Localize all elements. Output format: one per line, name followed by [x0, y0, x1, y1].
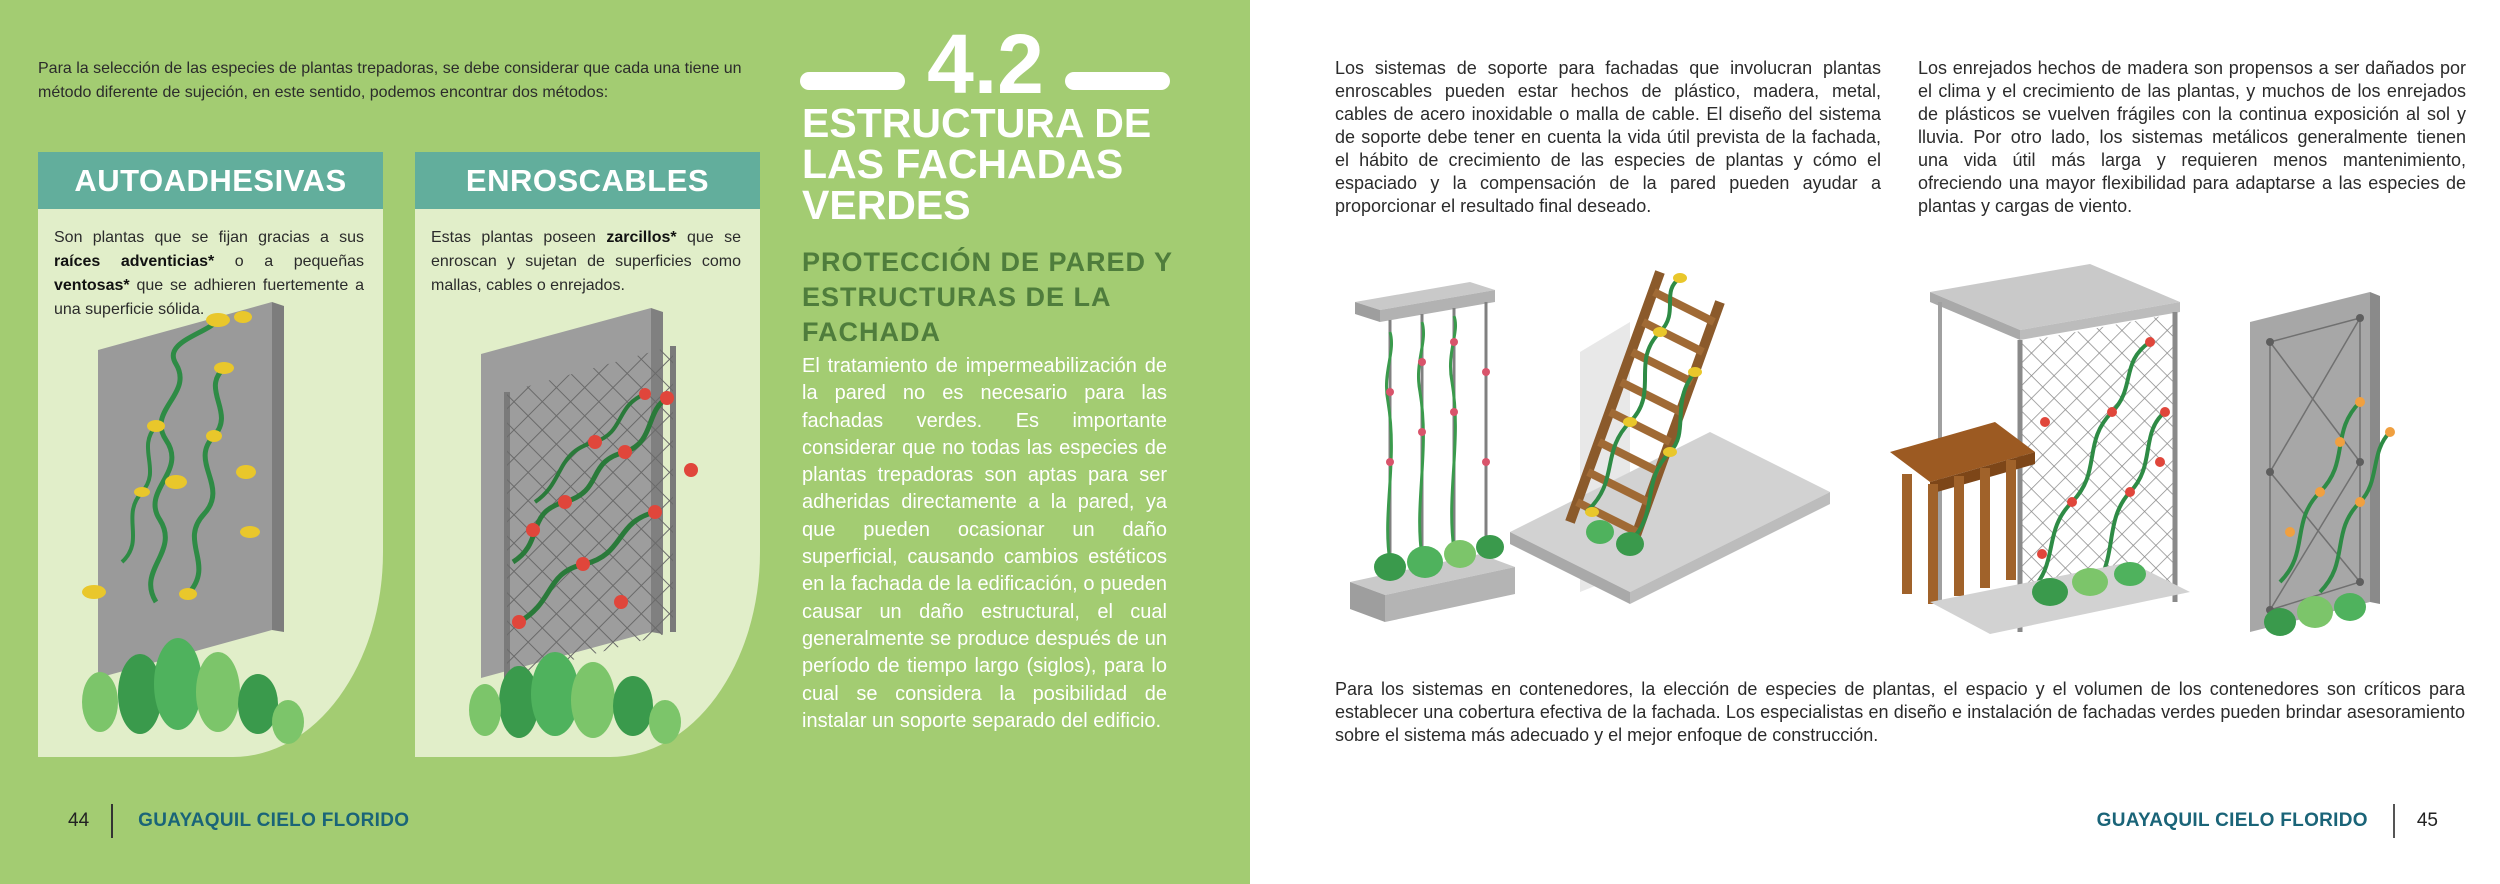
section-title: ESTRUCTURA DE LAS FACHADAS VERDES: [802, 100, 1152, 228]
card-description: Son plantas que se fijan gracias a sus raíces adventicias* o a pequeñas ventosas* que se adhieren fuertemente a una superficie sólida.: [54, 229, 365, 318]
footer-divider: [2393, 804, 2395, 838]
decorative-bar: [800, 72, 905, 90]
support-systems-illustration: [1330, 262, 2470, 662]
mesh-frame-balcony-illustration: [1890, 264, 2190, 634]
footer-left: [68, 806, 409, 836]
card-description: Estas plantas poseen zarcillos* que se enroscan y sujetan de superficies como mallas, cables o enrejados.: [431, 229, 742, 294]
card-enroscables: [415, 152, 760, 757]
wooden-trellis-illustration: [1510, 272, 1830, 604]
footer-divider: [111, 804, 113, 838]
cable-system-illustration: [1350, 282, 1515, 622]
term-ventosas: ventosas*: [54, 277, 130, 294]
page-number: 44: [68, 810, 90, 831]
term-zarcillos: zarcillos*: [606, 229, 677, 246]
card-title: ENROSCABLES: [415, 152, 760, 209]
section-number: 4.2: [927, 17, 1044, 111]
card-autoadhesivas: [38, 152, 383, 757]
section-subtitle: PROTECCIÓN DE PARED Y ESTRUCTURAS DE LA FACHADA: [802, 247, 1173, 347]
publication-title: GUAYAQUIL CIELO FLORIDO: [2096, 810, 2368, 831]
footer-right: [2097, 806, 2438, 836]
term-raices-adventicias: raíces adventicias*: [54, 253, 215, 270]
bottom-paragraph: Para los sistemas en contenedores, la elección de especies de plantas, el espacio y el volumen de los contenedores son críticos para establecer una cobertura efectiva de la fachada. Los especialistas en diseño e instalación de fachadas verdes pueden brindar asesoramiento sobre el sistema más adecuado y el mejor enfoque de construcción.: [1335, 679, 2465, 745]
section-body: El tratamiento de impermeabilización de la pared no es necesario para las fachadas verdes. Es importante considerar que no todas las especies de plantas trepadoras son aptas para ser adheridas directamente a la pared, ya que pueden ocasionar un daño superficial, causando cambios estéticos en la fachada de la edificación, o pueden causar un daño estructural, el cual generalmente se produce después de un período de tiempo largo (siglos), para lo cual se considera la posibilidad de instalar un soporte separado del edificio.: [802, 355, 1167, 732]
publication-title: GUAYAQUIL CIELO FLORIDO: [138, 810, 410, 831]
trellis-wall-illustration: [415, 302, 760, 757]
intro-text: Para la selección de las especies de plantas trepadoras, se debe considerar que cada una tiene un método diferente de sujeción, en este sentido, podemos encontrar dos métodos:: [38, 60, 742, 101]
card-title: AUTOADHESIVAS: [38, 152, 383, 209]
text-column-1: Los sistemas de soporte para fachadas que involucran plantas enroscables pueden estar hechos de plástico, madera, metal, cables de acero inoxidable o malla de cable. El diseño del sistema de soporte debe tener en cuenta la vida útil prevista de la fachada, el hábito de crecimiento de las especies de plantas y cómo el espaciado y la compensación de la pared pueden ayudar a proporcionar el resultado final deseado.: [1335, 58, 1881, 216]
decorative-bar: [1065, 72, 1170, 90]
self-clinging-wall-illustration: [38, 302, 383, 757]
cable-net-wall-illustration: [2250, 292, 2395, 636]
text-column-2: Los enrejados hechos de madera son propensos a ser dañados por el clima y el crecimiento de las plantas, y muchos de los enrejados de plásticos se vuelven frágiles con la continua exposición al sol y lluvia. Por otro lado, los sistemas metálicos generalmente tienen una vida útil más larga y requieren menos mantenimiento, ofreciendo una mayor flexibilidad para adaptarse a las especies de plantas y cargas de viento.: [1918, 58, 2466, 216]
right-page: [1250, 0, 2500, 884]
page-number: 45: [2416, 810, 2438, 831]
